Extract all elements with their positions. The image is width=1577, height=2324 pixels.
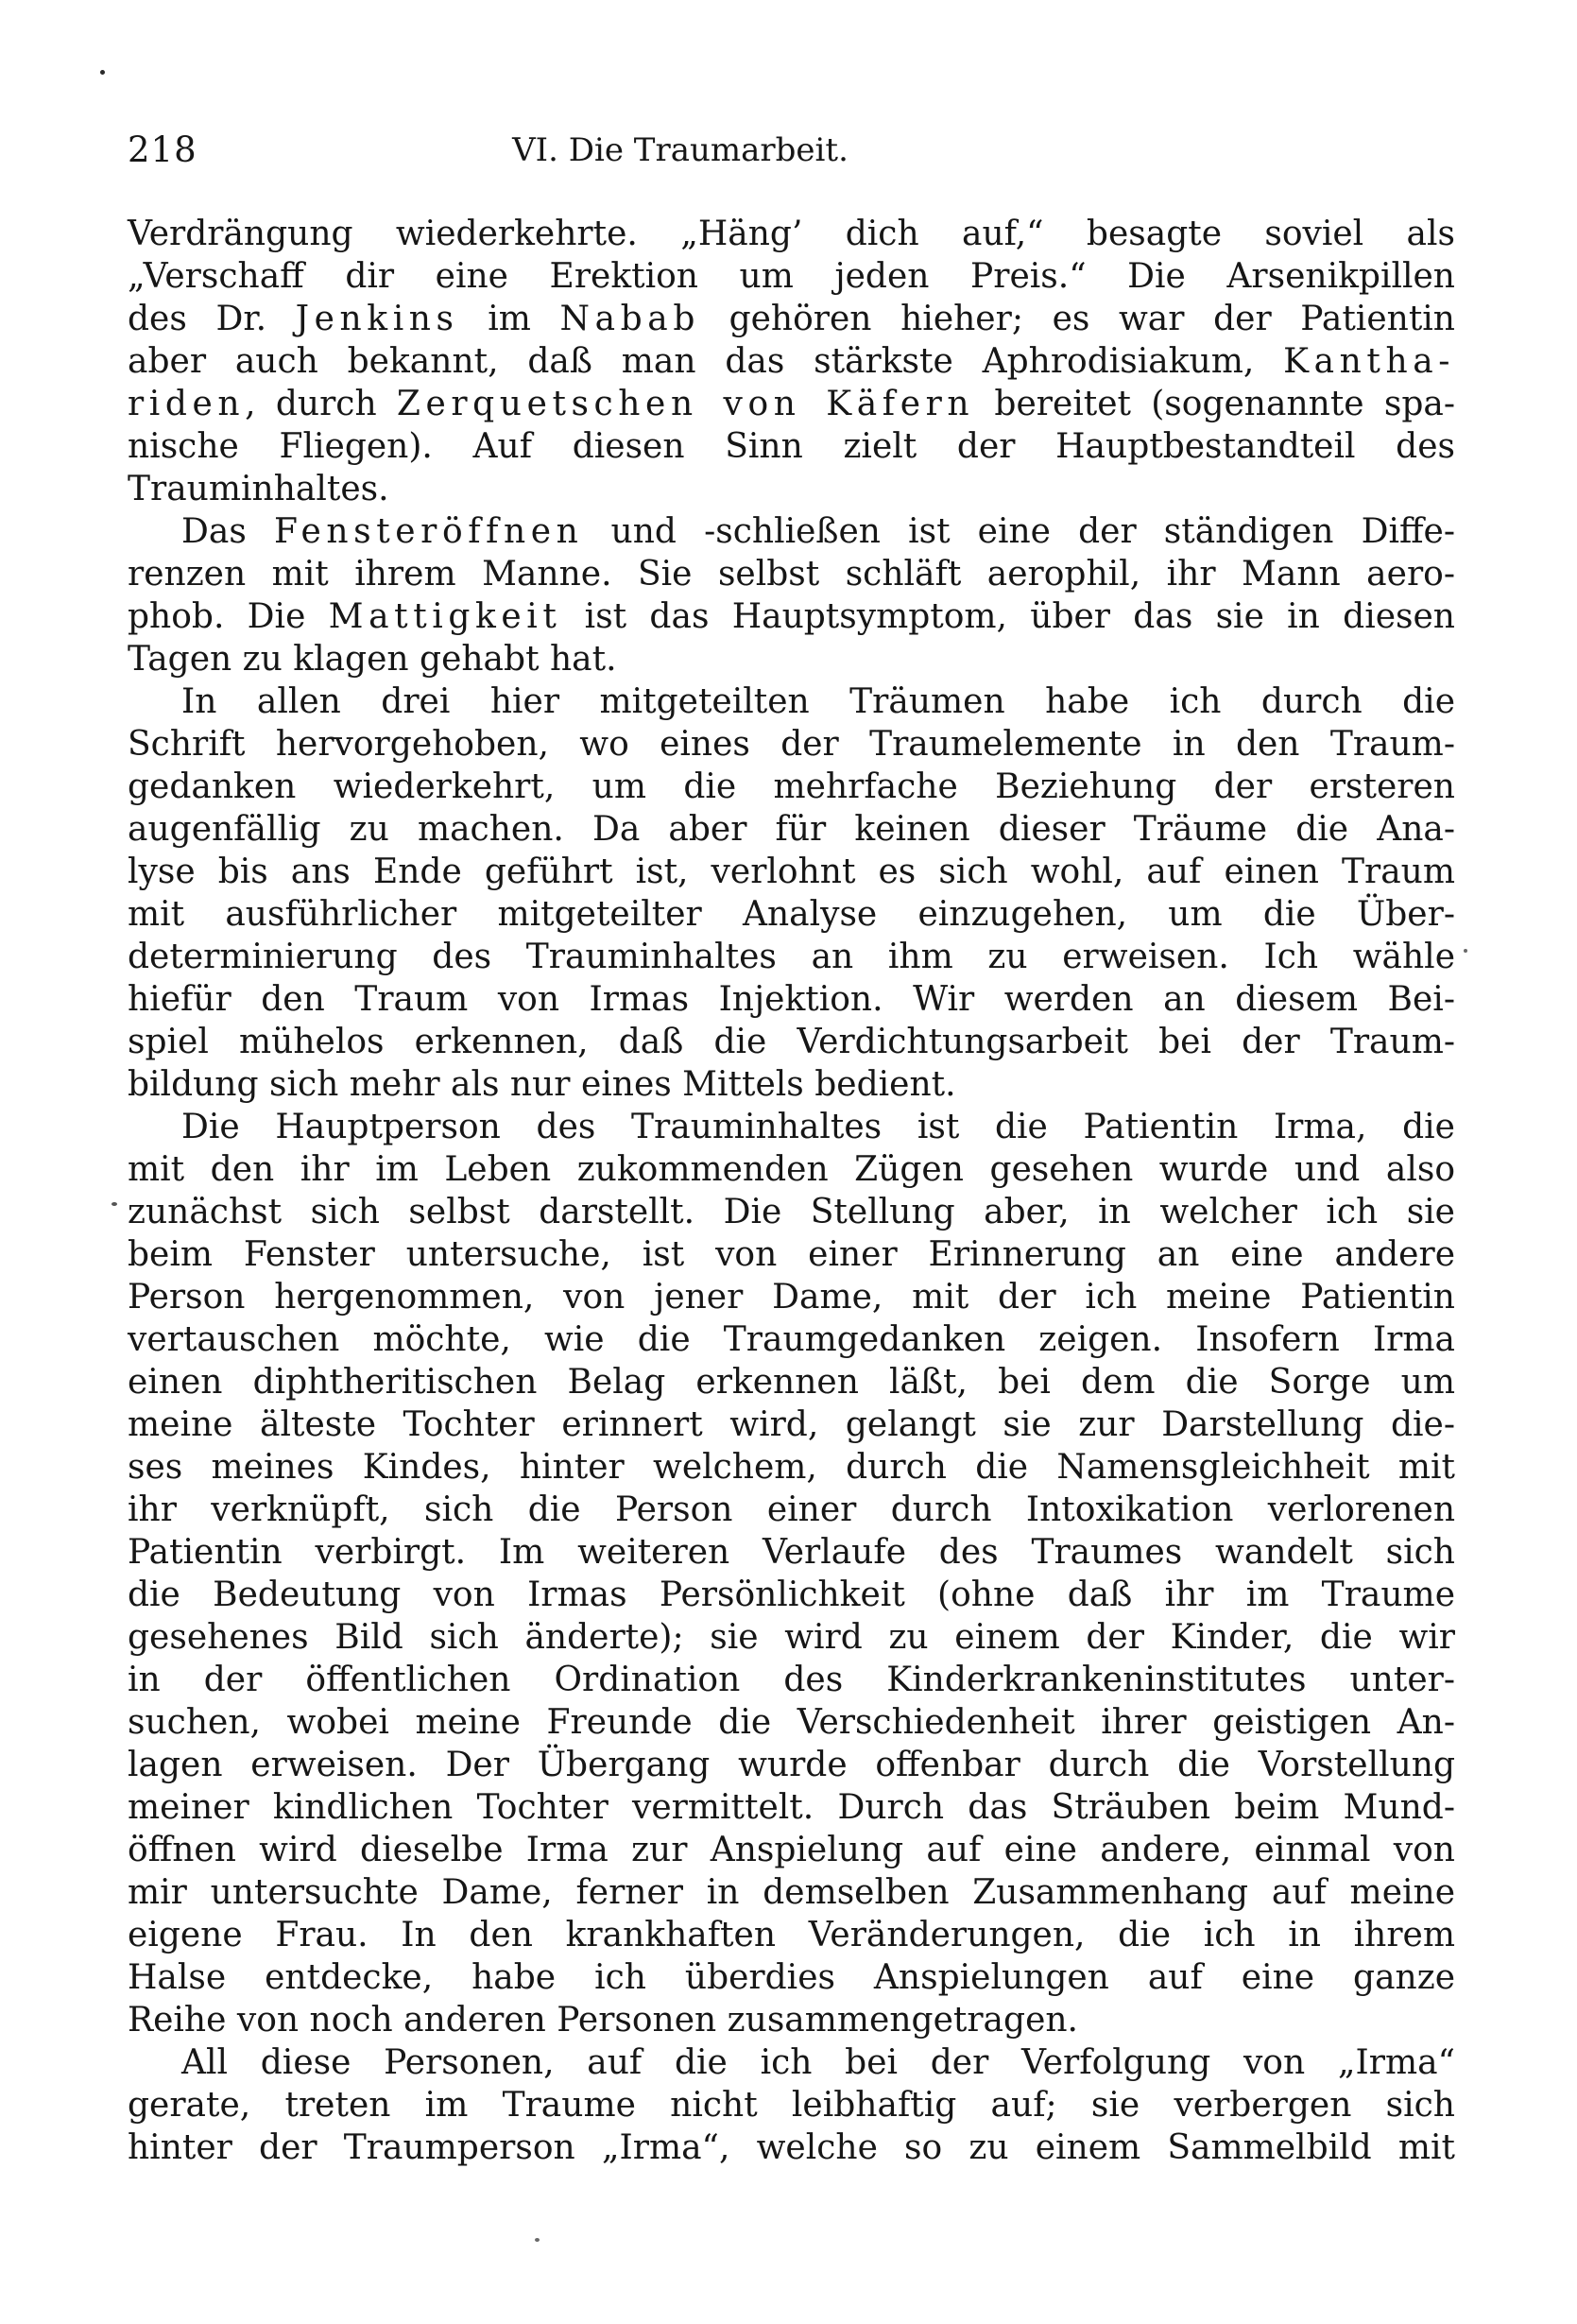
- text-segment: meiner kindlichen Tochter vermittelt. Durch das Sträuben beim Mund-: [128, 1788, 1455, 1827]
- scan-speck: [111, 1202, 117, 1206]
- text-segment: Patientin verbirgt. Im weiteren Verlaufe des Traumes wandelt sich: [128, 1533, 1455, 1572]
- text-line: [128, 255, 1455, 298]
- text-line: [128, 1403, 1455, 1446]
- text-line: [128, 808, 1455, 851]
- text-line: [128, 1786, 1455, 1829]
- text-line: [128, 680, 1455, 723]
- text-line: [128, 298, 1455, 340]
- scan-speck: [535, 2238, 540, 2242]
- text-line: [128, 425, 1455, 468]
- text-line: [128, 1063, 1455, 1106]
- text-line: [128, 1829, 1455, 1871]
- text-segment: bereitet (sogenannte spa-: [974, 385, 1455, 423]
- text-line: [128, 936, 1455, 978]
- text-line: [128, 213, 1455, 255]
- letterspaced-text: Kantha-: [1283, 342, 1455, 381]
- text-segment: „Verschaff dir eine Erektion um jeden Preis.“ Die Arsenikpillen: [128, 257, 1455, 296]
- text-line: [128, 510, 1455, 553]
- text-line: [128, 1999, 1455, 2041]
- text-line: [128, 893, 1455, 936]
- text-segment: Verdrängung wiederkehrte. „Häng’ dich auf,“ besagte soviel als: [128, 215, 1455, 253]
- text-segment: lyse bis ans Ende geführt ist, verlohnt es sich wohl, auf einen Traum: [128, 852, 1455, 891]
- text-segment: eigene Frau. In den krankhaften Veränderungen, die ich in ihrem: [128, 1916, 1455, 1954]
- text-segment: Die Hauptperson des Trauminhaltes ist die Patientin Irma, die: [181, 1108, 1455, 1146]
- text-segment: determinierung des Trauminhaltes an ihm zu erweisen. Ich wähle: [128, 938, 1455, 976]
- text-segment: mit den ihr im Leben zukommenden Zügen gesehen wurde und also: [128, 1150, 1455, 1189]
- text-line: [128, 851, 1455, 893]
- text-segment: suchen, wobei meine Freunde die Verschiedenheit ihrer geistigen An-: [128, 1703, 1455, 1742]
- letterspaced-text: Fensteröffnen: [273, 512, 584, 551]
- text-segment: und -schließen ist eine der ständigen Diffe-: [583, 512, 1455, 551]
- text-line: [128, 1744, 1455, 1786]
- text-line: [128, 1701, 1455, 1744]
- text-line: [128, 1871, 1455, 1914]
- text-line: [128, 978, 1455, 1021]
- text-segment: die Bedeutung von Irmas Persönlichkeit (ohne daß ihr im Traume: [128, 1575, 1455, 1614]
- text-segment: Das: [181, 512, 274, 551]
- text-line: [128, 638, 1455, 680]
- letterspaced-text: Jenkins: [295, 300, 459, 338]
- text-segment: nische Fliegen). Auf diesen Sinn zielt der Hauptbestandteil des: [128, 427, 1455, 466]
- text-block: [128, 213, 1455, 2169]
- letterspaced-text: Zerquetschen von Käfern: [396, 385, 975, 423]
- text-line: [128, 1233, 1455, 1276]
- text-segment: Halse entdecke, habe ich überdies Anspielungen auf eine ganze: [128, 1958, 1455, 1997]
- text-segment: Schrift hervorgehoben, wo eines der Traumelemente in den Traum-: [128, 725, 1455, 764]
- text-line: [128, 1318, 1455, 1361]
- text-segment: ihr verknüpft, sich die Person einer durch Intoxikation verlorenen: [128, 1490, 1455, 1529]
- text-segment: Trauminhaltes.: [128, 470, 389, 508]
- text-line: [128, 1956, 1455, 1999]
- text-segment: augenfällig zu machen. Da aber für keinen dieser Träume die Ana-: [128, 810, 1455, 849]
- text-line: [128, 1021, 1455, 1063]
- text-line: [128, 1361, 1455, 1403]
- text-line: [128, 553, 1455, 595]
- scan-speck: [1464, 949, 1467, 953]
- text-segment: im: [458, 300, 560, 338]
- text-segment: gehören hieher; es war der Patientin: [699, 300, 1455, 338]
- text-segment: Reihe von noch anderen Personen zusammengetragen.: [128, 2001, 1078, 2040]
- text-line: [128, 340, 1455, 383]
- text-segment: gesehenes Bild sich änderte); sie wird zu einem der Kinder, die wir: [128, 1618, 1455, 1657]
- text-segment: lagen erweisen. Der Übergang wurde offenbar durch die Vorstellung: [128, 1746, 1455, 1784]
- text-line: [128, 595, 1455, 638]
- text-line: [128, 1489, 1455, 1531]
- text-segment: renzen mit ihrem Manne. Sie selbst schläft aerophil, ihr Mann aero-: [128, 555, 1455, 594]
- text-segment: , durch: [245, 385, 397, 423]
- text-segment: beim Fenster untersuche, ist von einer Erinnerung an eine andere: [128, 1235, 1455, 1274]
- text-segment: ses meines Kindes, hinter welchem, durch die Namensgleichheit mit: [128, 1448, 1455, 1487]
- page-number: 218: [128, 129, 197, 170]
- text-segment: In allen drei hier mitgeteilten Träumen habe ich durch die: [181, 682, 1455, 721]
- text-segment: Tagen zu klagen gehabt hat.: [128, 640, 617, 679]
- text-segment: öffnen wird dieselbe Irma zur Anspielung auf eine andere, einmal von: [128, 1831, 1455, 1869]
- text-segment: mir untersuchte Dame, ferner in demselben Zusammenhang auf meine: [128, 1873, 1455, 1912]
- text-line: [128, 2041, 1455, 2084]
- text-segment: bildung sich mehr als nur eines Mittels bedient.: [128, 1065, 956, 1104]
- text-segment: vertauschen möchte, wie die Traumgedanken zeigen. Insofern Irma: [128, 1320, 1455, 1359]
- text-segment: All diese Personen, auf die ich bei der Verfolgung von „Irma“: [181, 2043, 1455, 2082]
- text-segment: zunächst sich selbst darstellt. Die Stellung aber, in welcher ich sie: [128, 1193, 1455, 1231]
- text-segment: mit ausführlicher mitgeteilter Analyse einzugehen, um die Über-: [128, 895, 1455, 934]
- text-line: [128, 383, 1455, 425]
- text-line: [128, 1914, 1455, 1956]
- text-line: [128, 2084, 1455, 2126]
- text-line: [128, 1616, 1455, 1659]
- letterspaced-text: riden: [128, 385, 246, 423]
- chapter-header-title: VI. Die Traumarbeit.: [512, 131, 848, 169]
- text-segment: hiefür den Traum von Irmas Injektion. Wir werden an diesem Bei-: [128, 980, 1455, 1019]
- text-segment: phob. Die: [128, 597, 329, 636]
- text-line: [128, 1446, 1455, 1489]
- text-segment: hinter der Traumperson „Irma“, welche so zu einem Sammelbild mit: [128, 2128, 1455, 2167]
- letterspaced-text: Nabab: [559, 300, 700, 338]
- scan-speck: [100, 70, 105, 75]
- text-line: [128, 1148, 1455, 1191]
- text-line: [128, 1106, 1455, 1148]
- text-segment: in der öffentlichen Ordination des Kinderkrankeninstitutes unter-: [128, 1661, 1455, 1699]
- letterspaced-text: Mattigkeit: [328, 597, 562, 636]
- text-segment: meine älteste Tochter erinnert wird, gelangt sie zur Darstellung die-: [128, 1405, 1455, 1444]
- text-segment: gerate, treten im Traume nicht leibhaftig auf; sie verbergen sich: [128, 2086, 1455, 2125]
- text-segment: ist das Hauptsymptom, über das sie in diesen: [561, 597, 1455, 636]
- text-line: [128, 1659, 1455, 1701]
- text-segment: gedanken wiederkehrt, um die mehrfache Beziehung der ersteren: [128, 767, 1455, 806]
- text-line: [128, 723, 1455, 766]
- text-line: [128, 766, 1455, 808]
- text-segment: des Dr.: [128, 300, 296, 338]
- text-line: [128, 1574, 1455, 1616]
- text-line: [128, 1276, 1455, 1318]
- text-line: [128, 2126, 1455, 2169]
- text-segment: Person hergenommen, von jener Dame, mit der ich meine Patientin: [128, 1278, 1455, 1317]
- text-line: [128, 1191, 1455, 1233]
- text-segment: spiel mühelos erkennen, daß die Verdichtungsarbeit bei der Traum-: [128, 1023, 1455, 1061]
- running-head: [128, 129, 1455, 173]
- text-line: [128, 468, 1455, 510]
- text-line: [128, 1531, 1455, 1574]
- text-segment: aber auch bekannt, daß man das stärkste Aphrodisiakum,: [128, 342, 1284, 381]
- text-segment: einen diphtheritischen Belag erkennen läßt, bei dem die Sorge um: [128, 1363, 1455, 1402]
